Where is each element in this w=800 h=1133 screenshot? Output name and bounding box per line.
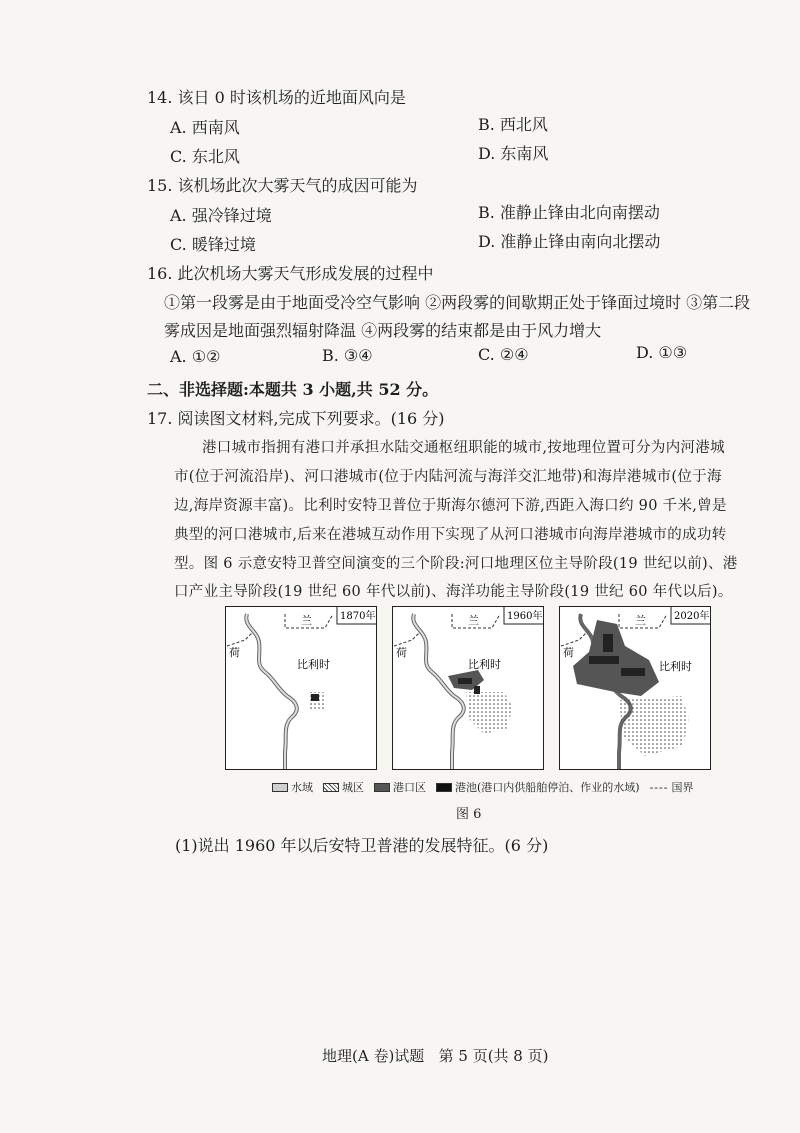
country-north: 兰 bbox=[635, 614, 646, 627]
q14-stem: 14. 该日 0 时该机场的近地面风向是 bbox=[147, 88, 406, 107]
q16-option-d[interactable]: D. ①③ bbox=[636, 343, 688, 362]
q15-option-c[interactable]: C. 暖锋过境 bbox=[170, 235, 256, 254]
q15-option-a[interactable]: A. 强冷锋过境 bbox=[170, 206, 272, 225]
q17-paragraph-line-4: 典型的河口港城市,后来在港城互动作用下实现了从河口港城市向海岸港城市的成功转 bbox=[174, 527, 727, 543]
q16-statement-line-2: 雾成因是地面强烈辐射降温 ④两段雾的结束都是由于风力增大 bbox=[164, 321, 602, 340]
harbor-basin bbox=[603, 634, 613, 652]
country-west: 荷 bbox=[396, 646, 407, 659]
country-west: 荷 bbox=[229, 646, 240, 659]
harbor-basin bbox=[311, 694, 319, 701]
q17-paragraph-line-3: 边,海岸资源丰富)。比利时安特卫普位于斯海尔德河下游,西距入海口约 90 千米,曾是 bbox=[174, 498, 727, 514]
country-north: 兰 bbox=[301, 614, 312, 627]
country-belgium: 比利时 bbox=[659, 660, 692, 673]
q17-paragraph-line-2: 市(位于河流沿岸)、河口港城市(位于内陆河流与海洋交汇地带)和海岸港城市(位于海 bbox=[174, 469, 722, 485]
q17-paragraph-line-6: 口产业主导阶段(19 世纪 60 年代以前)、海洋功能主导阶段(19 世纪 60 年代以后)。 bbox=[174, 584, 733, 600]
q15-option-b[interactable]: B. 准静止锋由北向南摆动 bbox=[478, 203, 660, 222]
legend-harbor-basin: 港池(港口内供船舶停泊、作业的水域) bbox=[436, 779, 640, 795]
legend-water: 水域 bbox=[272, 779, 313, 795]
q14-option-b[interactable]: B. 西北风 bbox=[478, 115, 548, 134]
q16-option-a[interactable]: A. ①② bbox=[170, 347, 221, 366]
map-1870 bbox=[225, 606, 377, 770]
q16-stem: 16. 此次机场大雾天气形成发展的过程中 bbox=[147, 264, 434, 283]
figure-caption: 图 6 bbox=[456, 807, 482, 822]
map-legend bbox=[272, 779, 693, 795]
q17-subquestion-1: (1)说出 1960 年以后安特卫普港的发展特征。(6 分) bbox=[175, 836, 549, 855]
map-year: 1870年 bbox=[340, 611, 376, 622]
legend-port-area: 港口区 bbox=[374, 779, 426, 795]
map-1960 bbox=[392, 606, 544, 770]
harbor-basin bbox=[621, 668, 645, 676]
q14-option-a[interactable]: A. 西南风 bbox=[170, 118, 240, 137]
q14-option-d[interactable]: D. 东南风 bbox=[478, 144, 549, 163]
country-belgium: 比利时 bbox=[468, 658, 501, 671]
q15-option-d[interactable]: D. 准静止锋由南向北摆动 bbox=[478, 232, 661, 251]
legend-urban: 城区 bbox=[323, 779, 364, 795]
q17-stem: 17. 阅读图文材料,完成下列要求。(16 分) bbox=[147, 409, 445, 428]
harbor-basin bbox=[589, 656, 619, 664]
map-2020 bbox=[559, 606, 711, 770]
map-year: 2020年 bbox=[674, 611, 710, 622]
country-belgium: 比利时 bbox=[297, 658, 330, 671]
page-footer: 地理(A 卷)试题 第 5 页(共 8 页) bbox=[322, 1047, 549, 1065]
harbor-basin bbox=[474, 686, 480, 694]
country-north: 兰 bbox=[468, 614, 479, 627]
q16-statement-line-1: ①第一段雾是由于地面受冷空气影响 ②两段雾的间歇期正处于锋面过境时 ③第二段 bbox=[164, 293, 751, 312]
q16-option-c[interactable]: C. ②④ bbox=[478, 345, 529, 364]
q17-paragraph-line-5: 型。图 6 示意安特卫普空间演变的三个阶段:河口地理区位主导阶段(19 世纪以前)、港 bbox=[174, 556, 738, 572]
harbor-basin bbox=[458, 678, 472, 684]
map-year: 1960年 bbox=[507, 611, 543, 622]
q16-option-b[interactable]: B. ③④ bbox=[322, 346, 373, 365]
legend-border: ---- 国界 bbox=[649, 780, 694, 794]
country-west: 荷 bbox=[563, 646, 574, 659]
q17-paragraph-line-1: 港口城市指拥有港口并承担水陆交通枢纽职能的城市,按地理位置可分为内河港城 bbox=[202, 440, 725, 456]
q15-stem: 15. 该机场此次大雾天气的成因可能为 bbox=[147, 176, 418, 195]
q14-option-c[interactable]: C. 东北风 bbox=[170, 147, 240, 166]
section-2-heading: 二、非选择题:本题共 3 小题,共 52 分。 bbox=[147, 380, 439, 399]
